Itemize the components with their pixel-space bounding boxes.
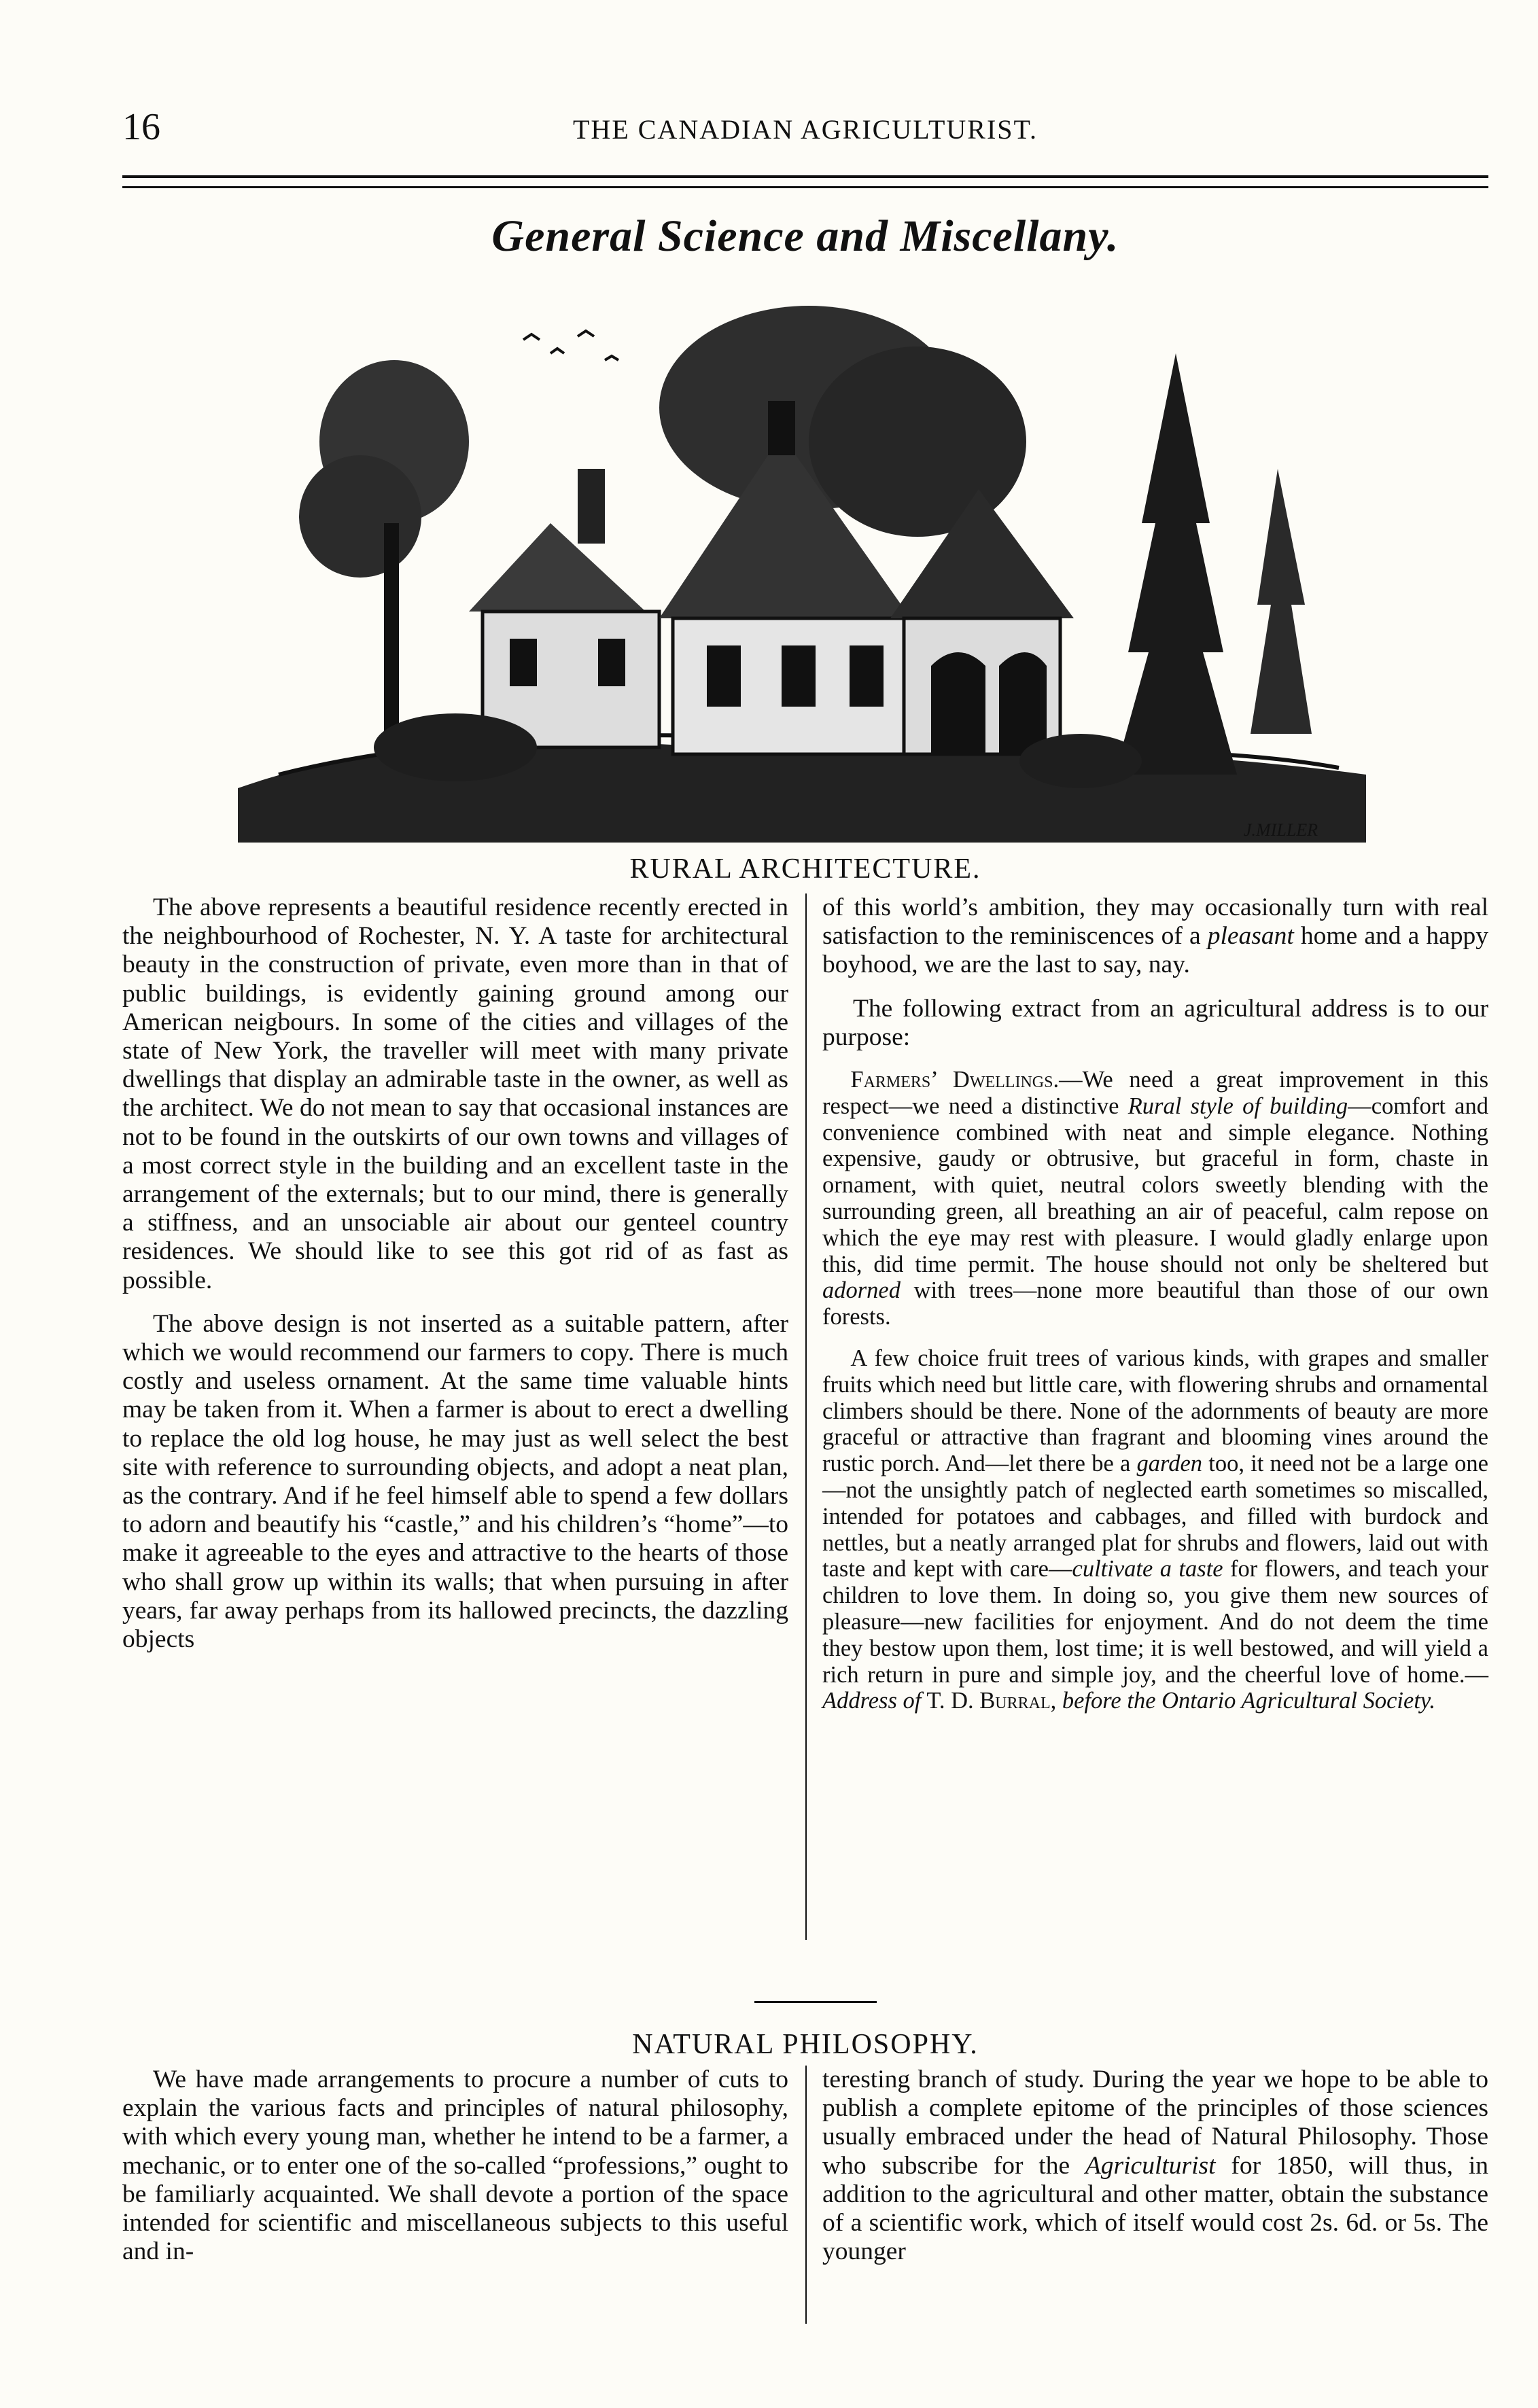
text-span: with trees—none more beautiful than those of our own forests. <box>822 1277 1488 1330</box>
text-span: of this world’s ambition, they may occasionally turn with real satisfaction to the reminiscences of a <box>822 893 1488 951</box>
natural-left-column <box>122 2066 788 2266</box>
emphasis: Agriculturist <box>1085 2151 1216 2180</box>
column-divider <box>805 2066 807 2324</box>
emphasis: pleasant <box>1207 922 1294 951</box>
natural-paragraph <box>822 2066 1488 2266</box>
citation: Address of <box>822 1688 922 1714</box>
rural-paragraph: The above represents a beautiful residence recently erected in the neighbourhood of Rochester, N. Y. A taste for architectural beauty in the construction of private, even more than in that of public buildings, is evidently gaining ground among our American neigbours. In some of the cities and villages of the state of New York, the traveller will meet with many private dwellings that display an admirable taste in the owner, as well as the architect. We do not mean to say that occasional instances are not to be found in the outskirts of our own towns and villages of a most correct style in the building and an excellent taste in the arrangement of the externals; but to our mind, there is generally a stiffness, and an unsociable air about our genteel country residences. We should like to see this got rid of as fast as possible. <box>122 893 788 1294</box>
text-span: A few choice fruit trees of various kinds, with grapes and smaller fruits which need but little care, with flowering shrubs and ornamental climbers should be there. None of the adornments of beauty are more graceful or attractive than fragrant and blooming vines around the rustic porch. And—let there be a <box>822 1345 1488 1477</box>
emphasis: garden <box>1136 1451 1203 1477</box>
extract-paragraph <box>822 1067 1488 1330</box>
natural-article <box>122 2066 1488 2378</box>
extract-paragraph <box>822 1345 1488 1714</box>
text-span: teresting branch of study. During the year we hope to be able to publish a complete epitome of the principles of those sciences usually embraced under the head of Natural Philosophy. Those who subscribe for the <box>822 2066 1488 2180</box>
natural-philosophy-title: NATURAL PHILOSOPHY. <box>632 2029 979 2060</box>
emphasis: adorned <box>822 1277 901 1304</box>
text-span: —We need a great improvement in this respect—we need a distinctive <box>822 1067 1488 1119</box>
emphasis: cultivate a taste <box>1072 1556 1223 1582</box>
citation-name: T. D. Burral, <box>921 1688 1057 1714</box>
page-header <box>122 105 1488 160</box>
rural-paragraph: The following extract from an agricultural address is to our purpose: <box>822 994 1488 1051</box>
text-span: —comfort and convenience combined with neat and simple elegance. Nothing expensive, gaudy or obtrusive, but graceful in form, chaste in ornament, with quiet, neutral colors sweetly blending with the surrounding green, all breathing an air of peaceful, calm repose on which the eye may rest with pleasure. I would gladly enlarge upon this, did time permit. The house should not only be sheltered but <box>822 1093 1488 1277</box>
extract-heading: Farmers’ Dwellings. <box>850 1067 1060 1093</box>
natural-right-column <box>822 2066 1488 2266</box>
rural-left-column <box>122 893 788 1654</box>
section-separator <box>754 2001 877 2003</box>
page-number: 16 <box>122 106 160 148</box>
text-span: for 1850, will thus, in addition to the agricultural and other matter, obtain the substance of a scientific work, which of itself would cost 2s. 6d. or 5s. The younger <box>822 2151 1488 2266</box>
section-title: General Science and Miscellany. <box>491 211 1119 261</box>
text-span: for flowers, and teach your children to love them. In doing so, you give them new sources of pleasure—new facilities for enjoyment. And do not deem the time they bestow upon them, lost time; it is well bestowed, and will yield a rich return in pure and simple joy, and the cheerful love of home.— <box>822 1556 1488 1688</box>
rural-right-column <box>822 893 1488 1714</box>
header-rule <box>122 175 1488 188</box>
column-divider <box>805 893 807 1940</box>
emphasis: Rural style of building <box>1128 1093 1348 1119</box>
citation: before the Ontario Agricultural Society. <box>1056 1688 1435 1714</box>
rural-article <box>122 893 1488 1967</box>
rural-paragraph <box>822 893 1488 980</box>
house-illustration <box>238 299 1366 843</box>
rural-architecture-title: RURAL ARCHITECTURE. <box>629 853 981 885</box>
text-span: home and a happy boyhood, we are the last to say, nay. <box>822 922 1488 979</box>
running-head: THE CANADIAN AGRICULTURIST. <box>573 114 1038 145</box>
rural-paragraph: The above design is not inserted as a suitable pattern, after which we would recommend our farmers to copy. There is much costly and useless ornament. At the same time valuable hints may be taken from it. When a farmer is about to erect a dwelling to replace the old log house, he may just as well select the best site with reference to surrounding objects, and adopt a neat plan, as the contrary. And if he feel himself able to spend a few dollars to adorn and beautify his “castle,” and his children’s “home”—to make it agreeable to the eyes and attractive to the hearts of those who shall grow up within its walls; that when pursuing in after years, far away perhaps from its hallowed precincts, the dazzling objects <box>122 1309 788 1654</box>
text-span: too, it need not be a large one—not the unsightly patch of neglected earth sometimes so miscalled, intended for potatoes and cabbages, and filled with burdock and nettles, but a neatly arranged plat for shrubs and flowers, laid out with taste and kept with care— <box>822 1451 1488 1582</box>
natural-paragraph: We have made arrangements to procure a number of cuts to explain the various facts and principles of natural philosophy, with which every young man, whether he intend to be a farmer, a mechanic, or to enter one of the so-called “professions,” ought to be familiarly acquainted. We shall devote a portion of the space intended for scientific and miscellaneous subjects to this useful and in- <box>122 2066 788 2266</box>
illustration-signature: J.MILLER <box>1244 820 1318 840</box>
